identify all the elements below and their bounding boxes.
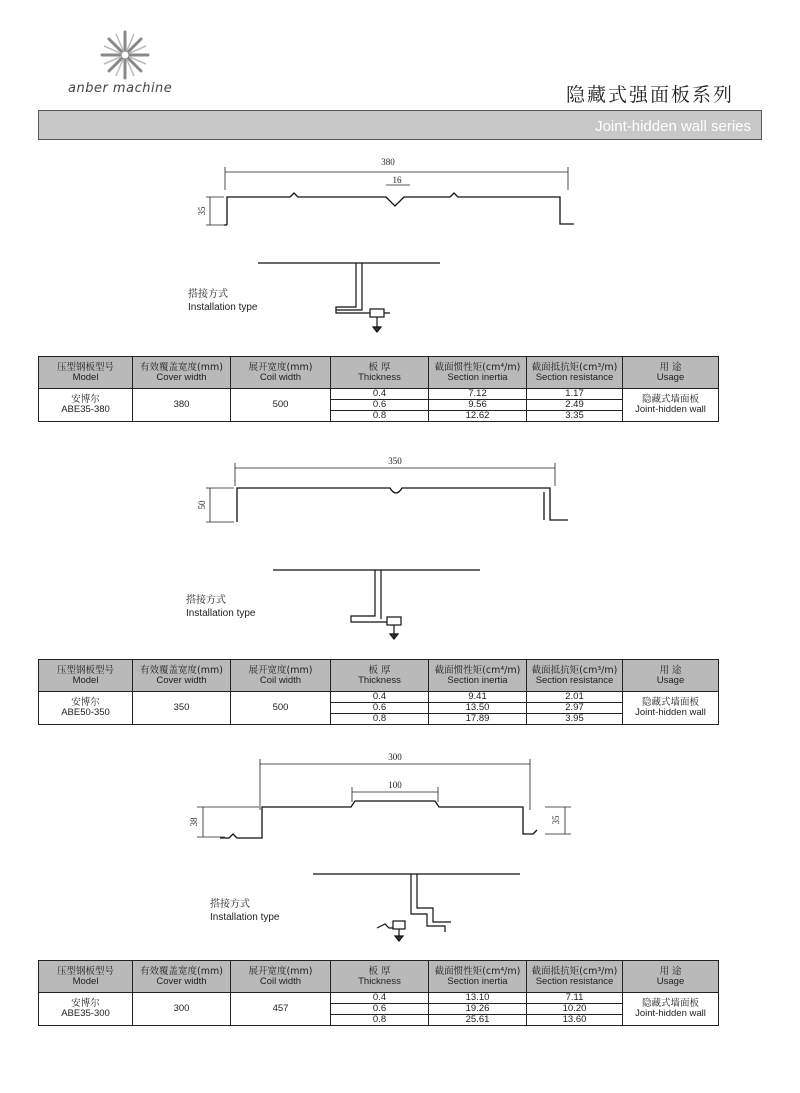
- profile-drawing-abe35-300: [185, 750, 585, 850]
- table-cell: 1.17: [527, 389, 623, 400]
- table-cell: 0.8: [331, 1015, 429, 1026]
- table-row: [39, 961, 719, 993]
- table-cell: 安博尔 ABE35-300: [39, 993, 133, 1026]
- table-cell: 隐藏式墙面板 Joint-hidden wall: [623, 692, 719, 725]
- table-row: [39, 389, 719, 400]
- table-cell: 12.62: [429, 411, 527, 422]
- table-cell: 安博尔 ABE35-380: [39, 389, 133, 422]
- table-cell: 17.89: [429, 714, 527, 725]
- table-cell: 0.4: [331, 389, 429, 400]
- table-header-cell: 截面惯性矩(cm⁴/m) Section inertia: [429, 660, 527, 692]
- spec-table-2: [38, 659, 719, 725]
- profile-drawing-abe50-350: [190, 452, 590, 532]
- snowflake-logo-icon: [98, 28, 152, 82]
- table-cell: 7.11: [527, 993, 623, 1004]
- table-row: [39, 993, 719, 1004]
- table-header-cell: 用 途 Usage: [623, 961, 719, 993]
- table-header-cell: 展开宽度(mm) Coil width: [231, 660, 331, 692]
- table-cell: 0.6: [331, 703, 429, 714]
- table-header-cell: 展开宽度(mm) Coil width: [231, 961, 331, 993]
- install-label-1: 搭接方式 Installation type: [188, 289, 258, 313]
- dim-height: 35: [197, 206, 207, 216]
- dim-width: 380: [381, 157, 395, 167]
- table-cell: 380: [133, 389, 231, 422]
- table-cell: 0.4: [331, 692, 429, 703]
- table-row: [39, 357, 719, 389]
- table-cell: 13.10: [429, 993, 527, 1004]
- dim-width: 300: [388, 752, 402, 762]
- table-cell: 500: [231, 692, 331, 725]
- table-cell: 300: [133, 993, 231, 1026]
- table-cell: 0.6: [331, 400, 429, 411]
- table-cell: 0.8: [331, 411, 429, 422]
- table-cell: 457: [231, 993, 331, 1026]
- table-header-cell: 压型钢板型号 Model: [39, 660, 133, 692]
- table-cell: 19.26: [429, 1004, 527, 1015]
- dim-height-right: 35: [551, 815, 561, 825]
- table-cell: 0.6: [331, 1004, 429, 1015]
- table-header-cell: 用 途 Usage: [623, 357, 719, 389]
- table-header-cell: 截面抵抗矩(cm³/m) Section resistance: [527, 357, 623, 389]
- table-header-cell: 板 厚 Thickness: [331, 660, 429, 692]
- page-title-cn: 隐藏式强面板系列: [566, 84, 735, 106]
- table-header-cell: 用 途 Usage: [623, 660, 719, 692]
- dim-height: 50: [197, 500, 207, 510]
- table-header-cell: 板 厚 Thickness: [331, 357, 429, 389]
- table-cell: 0.4: [331, 993, 429, 1004]
- table-header-cell: 截面惯性矩(cm⁴/m) Section inertia: [429, 961, 527, 993]
- table-cell: 7.12: [429, 389, 527, 400]
- table-cell: 350: [133, 692, 231, 725]
- table-header-cell: 压型钢板型号 Model: [39, 357, 133, 389]
- table-cell: 安博尔 ABE50-350: [39, 692, 133, 725]
- spec-table-3: [38, 960, 719, 1026]
- table-header-cell: 有效覆盖宽度(mm) Cover width: [133, 961, 231, 993]
- dim-height-left: 38: [189, 817, 199, 827]
- table-cell: 10.20: [527, 1004, 623, 1015]
- dim-rib: 100: [388, 780, 402, 790]
- table-header-cell: 压型钢板型号 Model: [39, 961, 133, 993]
- table-cell: 9.41: [429, 692, 527, 703]
- table-header-cell: 截面抵抗矩(cm³/m) Section resistance: [527, 961, 623, 993]
- brand-name: anber machine: [68, 81, 173, 96]
- install-label-2: 搭接方式 Installation type: [186, 595, 256, 619]
- table-cell: 13.60: [527, 1015, 623, 1026]
- page-title-en: Joint-hidden wall series: [595, 118, 751, 135]
- table-row: [39, 692, 719, 703]
- table-cell: 2.49: [527, 400, 623, 411]
- dim-width: 350: [388, 456, 402, 466]
- installation-drawing-2: [265, 562, 495, 642]
- table-cell: 隐藏式墙面板 Joint-hidden wall: [623, 389, 719, 422]
- table-cell: 隐藏式墙面板 Joint-hidden wall: [623, 993, 719, 1026]
- spec-table-1: [38, 356, 719, 422]
- table-header-cell: 有效覆盖宽度(mm) Cover width: [133, 357, 231, 389]
- table-header-cell: 展开宽度(mm) Coil width: [231, 357, 331, 389]
- install-label-3: 搭接方式 Installation type: [210, 899, 280, 923]
- profile-drawing-abe35-380: [190, 150, 600, 240]
- table-cell: 13.50: [429, 703, 527, 714]
- installation-drawing-1: [250, 255, 450, 335]
- table-header-cell: 板 厚 Thickness: [331, 961, 429, 993]
- table-cell: 9.56: [429, 400, 527, 411]
- table-header-cell: 截面抵抗矩(cm³/m) Section resistance: [527, 660, 623, 692]
- table-header-cell: 截面惯性矩(cm⁴/m) Section inertia: [429, 357, 527, 389]
- table-cell: 2.01: [527, 692, 623, 703]
- table-header-cell: 有效覆盖宽度(mm) Cover width: [133, 660, 231, 692]
- table-row: [39, 660, 719, 692]
- table-cell: 0.8: [331, 714, 429, 725]
- table-cell: 25.61: [429, 1015, 527, 1026]
- dim-rib: 16: [392, 175, 402, 185]
- table-cell: 500: [231, 389, 331, 422]
- table-cell: 2.97: [527, 703, 623, 714]
- table-cell: 3.95: [527, 714, 623, 725]
- table-cell: 3.35: [527, 411, 623, 422]
- installation-drawing-3: [305, 866, 535, 946]
- title-banner: [38, 110, 762, 140]
